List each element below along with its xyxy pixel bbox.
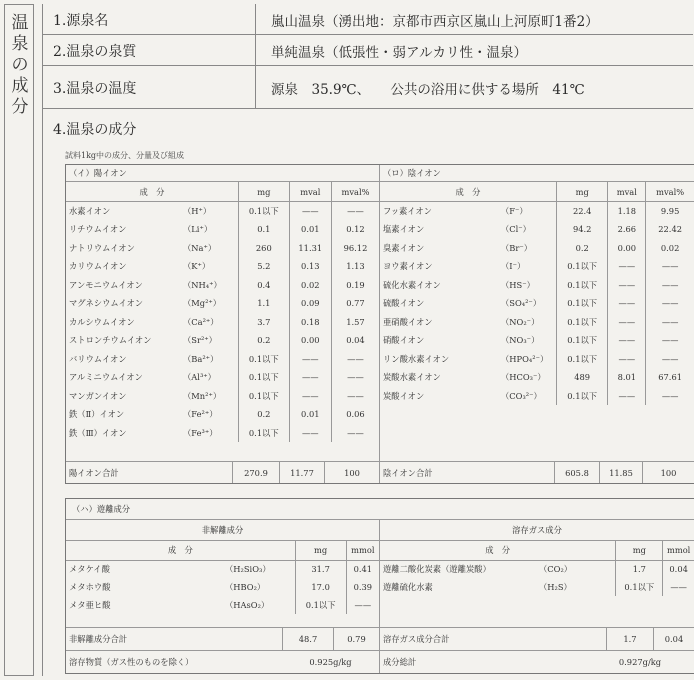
value-mvalpct: 67.61: [646, 368, 694, 387]
anion-table: [380, 165, 694, 405]
component-name: 水素イオン: [69, 206, 111, 216]
value-mval: 8.01: [608, 368, 646, 387]
table-row: [66, 368, 379, 387]
value-mvalpct: ——: [646, 257, 694, 276]
col-header: mval%: [331, 182, 379, 202]
table-row: [66, 578, 379, 596]
value-mvalpct: ——: [331, 368, 379, 387]
table-row: [66, 596, 379, 614]
component-name: メタ亜ヒ酸: [69, 600, 111, 610]
component-formula: （Cl⁻）: [501, 224, 531, 235]
component-formula: （F⁻）: [501, 206, 528, 216]
gas-total-label: 溶存ガス成分合計: [383, 634, 450, 644]
component-formula: （Al³⁺）: [183, 372, 216, 383]
dissolved-label: 溶存物質（ガス性のものを除く）: [69, 657, 194, 667]
value-mvalpct: 1.57: [331, 313, 379, 332]
component-formula: （Mn²⁺）: [183, 390, 222, 401]
component-name: 遊離二酸化炭素（遊離炭酸）: [383, 564, 491, 575]
row-value: 嵐山温泉（湧出地：京都市西京区嵐山上河原町1番2）: [271, 14, 599, 30]
component-formula: （HBO₂）: [225, 582, 266, 592]
anion-total-row: [380, 462, 694, 483]
value-mg: 0.1: [239, 220, 290, 239]
component-name: バリウムイオン: [69, 353, 127, 364]
component-formula: （K⁺）: [183, 261, 211, 272]
row-label: 1.源泉名: [53, 13, 109, 29]
cation-total-row: [66, 462, 379, 483]
anion-title: （ロ）陰イオン: [383, 168, 441, 178]
value-mg: 0.1以下: [239, 202, 290, 221]
table-row: [66, 350, 379, 369]
table-row: [66, 331, 379, 350]
subtitle: 試料1kg中の成分、分量及び組成: [65, 151, 185, 160]
value-mvalpct: ——: [331, 424, 379, 443]
gas-title: 溶存ガス成分: [512, 525, 562, 535]
component-name: 硝酸イオン: [383, 335, 425, 346]
value-mmol: 0.41: [346, 560, 379, 578]
value-mvalpct: ——: [331, 202, 379, 221]
col-header: mg: [616, 541, 663, 560]
nondiss-total-mg: 48.7: [283, 628, 334, 650]
value-mg: 0.1以下: [557, 257, 608, 276]
component-formula: （NH₄⁺）: [183, 279, 222, 290]
value-mg: 0.2: [239, 405, 290, 424]
value-mval: 11.31: [289, 239, 331, 258]
component-name: 亜硝酸イオン: [383, 316, 433, 327]
component-name: 鉄（Ⅲ）イオン: [69, 427, 127, 438]
value-mval: 0.01: [289, 220, 331, 239]
col-header: mmol: [346, 541, 379, 560]
value-mmol: 0.39: [346, 578, 379, 596]
value-mvalpct: 0.06: [331, 405, 379, 424]
component-formula: （Ba²⁺）: [183, 353, 219, 364]
value-mval: ——: [608, 350, 646, 369]
component-name: マンガンイオン: [69, 390, 127, 401]
sidebar-title-box: [4, 4, 34, 676]
col-header: mval: [289, 182, 331, 202]
component-name: マグネシウムイオン: [69, 298, 144, 309]
component-formula: （Ca²⁺）: [183, 316, 219, 327]
cation-title: （イ）陽イオン: [69, 168, 127, 178]
component-name: フッ素イオン: [383, 206, 432, 216]
component-formula: （H₂S）: [539, 582, 572, 592]
cation-total-label: 陽イオン合計: [69, 467, 119, 478]
value-mvalpct: ——: [646, 313, 694, 332]
nondiss-total-row: [66, 628, 379, 650]
value-mval: 1.18: [608, 202, 646, 221]
nondiss-title: 非解離成分: [201, 525, 244, 535]
component-name: 炭酸イオン: [383, 390, 425, 401]
nondiss-table: [66, 541, 379, 614]
col-header: 成 分: [139, 186, 165, 197]
value-mval: ——: [289, 368, 331, 387]
value-mval: ——: [289, 387, 331, 406]
value-mval: 0.00: [608, 239, 646, 258]
row-label: 3.温泉の温度: [53, 81, 137, 97]
sidebar-title-char: 泉: [11, 34, 29, 54]
component-formula: （HCO₃⁻）: [501, 372, 546, 383]
value-mg: 0.1以下: [557, 331, 608, 350]
free-component-box: [65, 498, 694, 674]
value-mval: ——: [608, 331, 646, 350]
sidebar-title-char: の: [11, 55, 29, 75]
component-formula: （Sr²⁺）: [183, 335, 217, 346]
value-mg: 0.1以下: [557, 387, 608, 406]
col-header: mval: [608, 182, 646, 202]
value-mg: 94.2: [557, 220, 608, 239]
table-row: [380, 220, 694, 239]
value-mval: 0.02: [289, 276, 331, 295]
value-mg: 22.4: [557, 202, 608, 221]
sidebar-title-char: 温: [11, 13, 29, 33]
component-name: ヨウ素イオン: [383, 261, 433, 272]
value-mvalpct: 0.77: [331, 294, 379, 313]
nondiss-total-label: 非解離成分合計: [69, 634, 128, 644]
value-mg: 0.1以下: [557, 294, 608, 313]
col-header: mg: [295, 541, 346, 560]
table-row: [380, 239, 694, 258]
component-formula: （H₂SiO₃）: [225, 564, 271, 575]
gas-total-row: [380, 628, 694, 650]
value-mg: 1.1: [239, 294, 290, 313]
table-row: [66, 294, 379, 313]
component-formula: （Mg²⁺）: [183, 298, 222, 309]
table-row: [380, 202, 694, 221]
col-header: mmol: [663, 541, 694, 560]
value-mmol: 0.04: [663, 560, 694, 578]
value-mval: ——: [608, 313, 646, 332]
row-value: 源泉 35.9℃、 公共の浴用に供する場所 41℃: [271, 82, 585, 98]
dissolved-row: [66, 651, 379, 673]
component-name: リチウムイオン: [69, 224, 127, 235]
value-mg: 489: [557, 368, 608, 387]
sidebar-title-char: 成: [11, 76, 29, 96]
component-formula: （HAsO₂）: [225, 600, 270, 610]
total-row: [380, 651, 694, 673]
table-row: [380, 276, 694, 295]
component-name: メタホウ酸: [69, 582, 111, 592]
value-mg: 0.1以下: [557, 276, 608, 295]
value-mval: ——: [608, 257, 646, 276]
row-value: 単純温泉（低張性・弱アルカリ性・温泉）: [271, 45, 527, 61]
ion-table-box: [65, 164, 694, 484]
value-mval: ——: [289, 350, 331, 369]
component-name: 炭酸水素イオン: [383, 372, 441, 383]
value-mvalpct: 9.95: [646, 202, 694, 221]
table-row: [66, 220, 379, 239]
table-row: [380, 368, 694, 387]
value-mvalpct: ——: [646, 350, 694, 369]
component-name: リン酸水素イオン: [383, 353, 450, 364]
gas-total-mmol: 0.04: [654, 628, 694, 650]
col-header: mg: [239, 182, 290, 202]
value-mval: 0.09: [289, 294, 331, 313]
section4-label: 4.温泉の成分: [53, 122, 137, 138]
total-value: 0.927g/kg: [618, 657, 662, 667]
col-header: 成 分: [455, 186, 481, 197]
value-mvalpct: ——: [646, 276, 694, 295]
value-mg: 0.2: [239, 331, 290, 350]
component-formula: （HS⁻）: [501, 279, 535, 290]
component-formula: （NO₃⁻）: [501, 335, 540, 346]
value-mmol: ——: [346, 596, 379, 614]
value-mvalpct: 0.04: [331, 331, 379, 350]
value-mval: ——: [289, 202, 331, 221]
cation-total-mg: 270.9: [233, 462, 280, 483]
component-name: 遊離硫化水素: [383, 582, 433, 592]
component-formula: （Br⁻）: [501, 242, 533, 253]
anion-total-mg: 605.8: [555, 462, 600, 483]
value-mg: 0.1以下: [239, 350, 290, 369]
anion-total-mval: 11.85: [600, 462, 643, 483]
value-mg: 0.4: [239, 276, 290, 295]
component-name: アンモニウムイオン: [69, 279, 143, 290]
component-name: メタケイ酸: [69, 564, 110, 575]
table-row: [380, 578, 694, 596]
table-row: [380, 331, 694, 350]
value-mg: 5.2: [239, 257, 290, 276]
component-formula: （Na⁺）: [183, 242, 217, 253]
col-header: mval%: [646, 182, 694, 202]
table-row: [66, 313, 379, 332]
component-name: 硫化水素イオン: [383, 279, 441, 290]
value-mg: 0.1以下: [239, 387, 290, 406]
value-mval: 0.00: [289, 331, 331, 350]
component-formula: （Fe³⁺）: [183, 427, 218, 438]
component-formula: （SO₄²⁻）: [501, 298, 542, 309]
value-mvalpct: 22.42: [646, 220, 694, 239]
value-mg: 3.7: [239, 313, 290, 332]
cation-total-mvalpct: 100: [325, 462, 380, 483]
value-mg: 0.1以下: [239, 368, 290, 387]
table-row: [66, 276, 379, 295]
table-row: [380, 313, 694, 332]
table-row: [380, 387, 694, 406]
row-source-name: [43, 4, 693, 35]
value-mvalpct: 0.12: [331, 220, 379, 239]
table-row: [66, 560, 379, 578]
value-mg: 0.2: [557, 239, 608, 258]
value-mg: 0.1以下: [557, 313, 608, 332]
nondiss-total-mmol: 0.79: [334, 628, 380, 650]
value-mg: 0.1以下: [557, 350, 608, 369]
component-name: 塩素イオン: [383, 224, 425, 235]
value-mvalpct: 1.13: [331, 257, 379, 276]
value-mg: 1.7: [616, 560, 663, 578]
value-mvalpct: ——: [646, 294, 694, 313]
col-header: mg: [557, 182, 608, 202]
value-mg: 31.7: [295, 560, 346, 578]
component-formula: （HPO₄²⁻）: [501, 353, 549, 364]
table-row: [66, 424, 379, 443]
table-row: [66, 257, 379, 276]
component-name: カリウムイオン: [69, 261, 127, 272]
value-mval: 0.01: [289, 405, 331, 424]
cation-table: [66, 165, 379, 442]
row-spring-quality: [43, 35, 693, 66]
component-formula: （CO₃²⁻）: [501, 390, 542, 401]
anion-total-label: 陰イオン合計: [383, 467, 433, 478]
col-header: 成 分: [485, 545, 511, 556]
component-name: アルミニウムイオン: [69, 372, 143, 383]
component-name: ストロンチウムイオン: [69, 335, 152, 346]
gas-total-mg: 1.7: [607, 628, 654, 650]
dissolved-value: 0.925g/kg: [309, 657, 352, 667]
value-mmol: ——: [663, 578, 694, 596]
table-row: [380, 257, 694, 276]
value-mg: 0.1以下: [295, 596, 346, 614]
component-formula: （Li⁺）: [183, 224, 213, 235]
sidebar-title-char: 分: [11, 97, 29, 117]
table-row: [66, 239, 379, 258]
component-formula: （NO₂⁻）: [501, 316, 540, 327]
table-row: [66, 387, 379, 406]
free-title: （ハ）遊離成分: [72, 504, 131, 514]
cation-total-mval: 11.77: [280, 462, 325, 483]
row-temperature: [43, 66, 693, 109]
value-mvalpct: 0.02: [646, 239, 694, 258]
value-mval: ——: [289, 424, 331, 443]
table-row: [66, 405, 379, 424]
value-mval: ——: [608, 294, 646, 313]
value-mvalpct: ——: [331, 350, 379, 369]
gas-table: [380, 541, 694, 596]
value-mg: 0.1以下: [239, 424, 290, 443]
value-mvalpct: ——: [646, 387, 694, 406]
value-mval: ——: [608, 387, 646, 406]
sidebar-title: [9, 13, 31, 118]
row-label: 2.温泉の泉質: [53, 44, 137, 60]
component-formula: （CO₂）: [539, 564, 573, 575]
table-row: [380, 350, 694, 369]
value-mg: 0.1以下: [616, 578, 663, 596]
value-mvalpct: ——: [646, 331, 694, 350]
value-mg: 17.0: [295, 578, 346, 596]
table-row: [66, 202, 379, 221]
col-header: 成 分: [167, 545, 193, 556]
component-name: 鉄（Ⅱ）イオン: [69, 409, 125, 420]
component-name: 硫酸イオン: [383, 298, 425, 309]
anion-total-mvalpct: 100: [643, 462, 694, 483]
value-mvalpct: 96.12: [331, 239, 379, 258]
table-row: [380, 560, 694, 578]
value-mvalpct: 0.19: [331, 276, 379, 295]
value-mvalpct: ——: [331, 387, 379, 406]
table-row: [380, 294, 694, 313]
value-mval: 0.13: [289, 257, 331, 276]
component-formula: （H⁺）: [183, 206, 212, 216]
main-content: [42, 4, 693, 676]
value-mval: 0.18: [289, 313, 331, 332]
component-name: カルシウムイオン: [69, 316, 135, 327]
component-formula: （I⁻）: [501, 261, 526, 272]
total-label: 成分総計: [383, 657, 417, 667]
component-name: ナトリウムイオン: [69, 242, 135, 253]
value-mg: 260: [239, 239, 290, 258]
component-name: 臭素イオン: [383, 242, 425, 253]
value-mval: 2.66: [608, 220, 646, 239]
component-formula: （Fe²⁺）: [183, 409, 218, 420]
value-mval: ——: [608, 276, 646, 295]
